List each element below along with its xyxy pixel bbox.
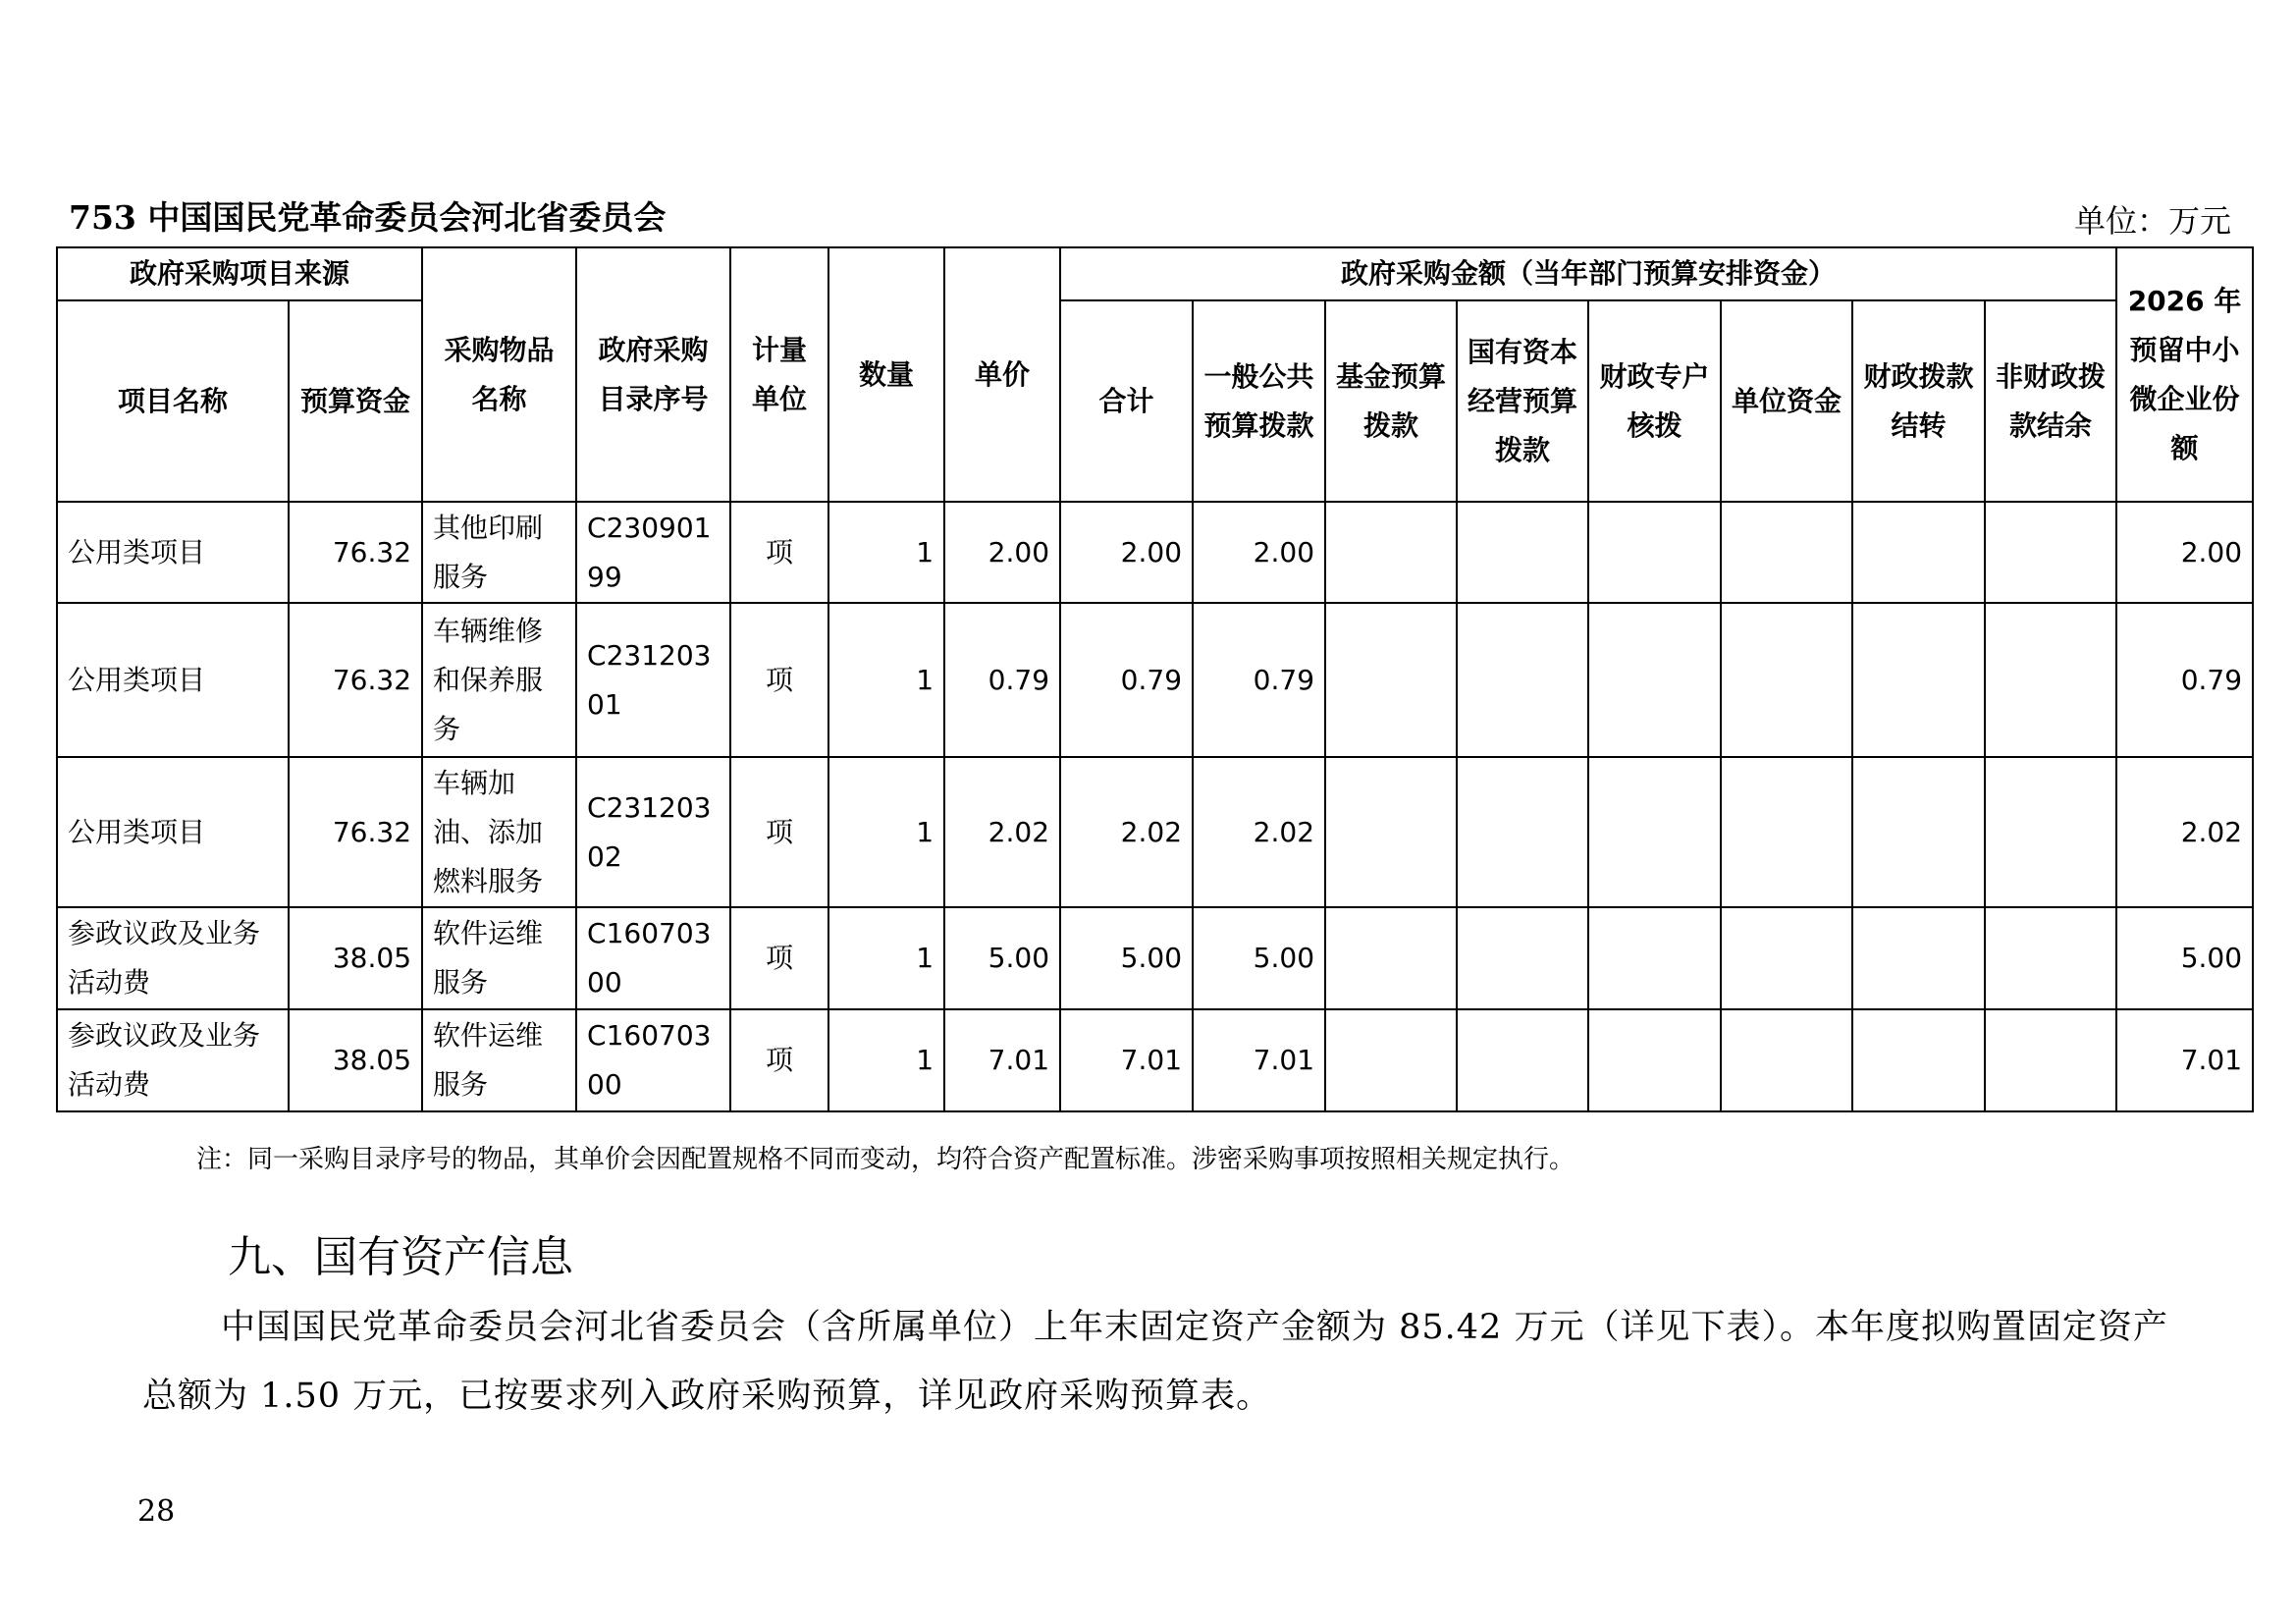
cell-general-budget: 2.02 [1193, 757, 1325, 907]
cell-carryover [1852, 757, 1985, 907]
cell-sme-share: 0.79 [2116, 603, 2253, 757]
cell-unit-funds [1721, 907, 1852, 1009]
cell-total: 2.00 [1060, 502, 1193, 603]
cell-state-capital [1457, 907, 1588, 1009]
section-paragraph [142, 1293, 2194, 1431]
header-special-account: 财政专户核拨 [1588, 300, 1721, 502]
cell-non-fiscal-balance [1985, 907, 2116, 1009]
cell-unit-price: 2.00 [944, 502, 1060, 603]
table-row [57, 1009, 2253, 1111]
cell-unit-price: 5.00 [944, 907, 1060, 1009]
cell-quantity: 1 [828, 1009, 944, 1111]
header-budget-funds: 预算资金 [289, 300, 422, 502]
header-unit-funds: 单位资金 [1721, 300, 1852, 502]
cell-carryover [1852, 603, 1985, 757]
cell-non-fiscal-balance [1985, 502, 2116, 603]
cell-special-account [1588, 603, 1721, 757]
cell-unit-price: 0.79 [944, 603, 1060, 757]
cell-catalog-no: C23120302 [576, 757, 730, 907]
cell-project-name: 公用类项目 [57, 757, 289, 907]
header-group-source: 政府采购项目来源 [57, 247, 422, 300]
cell-total: 7.01 [1060, 1009, 1193, 1111]
cell-unit-funds [1721, 603, 1852, 757]
header-group-amount: 政府采购金额（当年部门预算安排资金） [1060, 247, 2116, 300]
cell-budget-funds: 76.32 [289, 603, 422, 757]
cell-budget-funds: 38.05 [289, 907, 422, 1009]
org-title: 753 中国国民党革命委员会河北省委员会 [69, 198, 667, 237]
cell-total: 0.79 [1060, 603, 1193, 757]
cell-unit-funds [1721, 1009, 1852, 1111]
section-heading: 九、国有资产信息 [228, 1232, 573, 1282]
cell-non-fiscal-balance [1985, 757, 2116, 907]
cell-general-budget: 7.01 [1193, 1009, 1325, 1111]
cell-project-name: 参政议政及业务活动费 [57, 1009, 289, 1111]
cell-item-name: 车辆加油、添加燃料服务 [422, 757, 576, 907]
cell-budget-funds: 38.05 [289, 1009, 422, 1111]
cell-budget-funds: 76.32 [289, 757, 422, 907]
cell-project-name: 参政议政及业务活动费 [57, 907, 289, 1009]
cell-non-fiscal-balance [1985, 1009, 2116, 1111]
cell-quantity: 1 [828, 907, 944, 1009]
cell-unit-price: 2.02 [944, 757, 1060, 907]
cell-item-name: 软件运维服务 [422, 1009, 576, 1111]
cell-project-name: 公用类项目 [57, 502, 289, 603]
cell-sme-share: 2.02 [2116, 757, 2253, 907]
cell-fund-budget [1325, 502, 1457, 603]
header-unit: 计量单位 [730, 247, 828, 502]
cell-sme-share: 7.01 [2116, 1009, 2253, 1111]
cell-carryover [1852, 1009, 1985, 1111]
cell-catalog-no: C16070300 [576, 907, 730, 1009]
cell-carryover [1852, 907, 1985, 1009]
header-sme-share: 2026 年预留中小微企业份额 [2116, 247, 2253, 502]
paragraph-text: 中国国民党革命委员会河北省委员会（含所属单位）上年末固定资产金额为 85.42 万元（详见下表）。本年度拟购置固定资产总额为 1.50 万元，已按要求列入政府采购预算，详见政府采购预算表。 [142, 1308, 2168, 1416]
cell-quantity: 1 [828, 603, 944, 757]
table-row [57, 907, 2253, 1009]
header-general-budget: 一般公共预算拨款 [1193, 300, 1325, 502]
cell-special-account [1588, 1009, 1721, 1111]
cell-carryover [1852, 502, 1985, 603]
cell-unit: 项 [730, 603, 828, 757]
cell-catalog-no: C23090199 [576, 502, 730, 603]
cell-general-budget: 2.00 [1193, 502, 1325, 603]
header-unit-price: 单价 [944, 247, 1060, 502]
cell-unit-funds [1721, 502, 1852, 603]
cell-catalog-no: C23120301 [576, 603, 730, 757]
header-project-name: 项目名称 [57, 300, 289, 502]
cell-unit-funds [1721, 757, 1852, 907]
cell-sme-share: 2.00 [2116, 502, 2253, 603]
cell-unit: 项 [730, 907, 828, 1009]
cell-general-budget: 0.79 [1193, 603, 1325, 757]
cell-unit: 项 [730, 502, 828, 603]
header-total: 合计 [1060, 300, 1193, 502]
cell-special-account [1588, 907, 1721, 1009]
cell-quantity: 1 [828, 757, 944, 907]
header-catalog-no: 政府采购目录序号 [576, 247, 730, 502]
cell-item-name: 车辆维修和保养服务 [422, 603, 576, 757]
cell-non-fiscal-balance [1985, 603, 2116, 757]
cell-budget-funds: 76.32 [289, 502, 422, 603]
cell-fund-budget [1325, 603, 1457, 757]
cell-special-account [1588, 757, 1721, 907]
header-item-name: 采购物品名称 [422, 247, 576, 502]
cell-item-name: 软件运维服务 [422, 907, 576, 1009]
cell-total: 5.00 [1060, 907, 1193, 1009]
cell-state-capital [1457, 757, 1588, 907]
cell-state-capital [1457, 1009, 1588, 1111]
cell-quantity: 1 [828, 502, 944, 603]
cell-state-capital [1457, 502, 1588, 603]
table-row [57, 502, 2253, 603]
header-non-fiscal-balance: 非财政拨款结余 [1985, 300, 2116, 502]
table-row [57, 757, 2253, 907]
cell-sme-share: 5.00 [2116, 907, 2253, 1009]
cell-item-name: 其他印刷服务 [422, 502, 576, 603]
cell-unit-price: 7.01 [944, 1009, 1060, 1111]
header-carryover: 财政拨款结转 [1852, 300, 1985, 502]
cell-unit: 项 [730, 757, 828, 907]
header-fund-budget: 基金预算拨款 [1325, 300, 1457, 502]
table-note: 注：同一采购目录序号的物品，其单价会因配置规格不同而变动，均符合资产配置标准。涉密采购事项按照相关规定执行。 [196, 1145, 1575, 1174]
cell-fund-budget [1325, 1009, 1457, 1111]
cell-general-budget: 5.00 [1193, 907, 1325, 1009]
cell-total: 2.02 [1060, 757, 1193, 907]
cell-fund-budget [1325, 907, 1457, 1009]
table-row [57, 603, 2253, 757]
cell-state-capital [1457, 603, 1588, 757]
cell-project-name: 公用类项目 [57, 603, 289, 757]
cell-special-account [1588, 502, 1721, 603]
header-quantity: 数量 [828, 247, 944, 502]
cell-unit: 项 [730, 1009, 828, 1111]
cell-fund-budget [1325, 757, 1457, 907]
page-number: 28 [137, 1494, 176, 1529]
procurement-table [56, 246, 2254, 1112]
cell-catalog-no: C16070300 [576, 1009, 730, 1111]
unit-label: 单位：万元 [2073, 202, 2231, 240]
header-state-capital: 国有资本经营预算拨款 [1457, 300, 1588, 502]
